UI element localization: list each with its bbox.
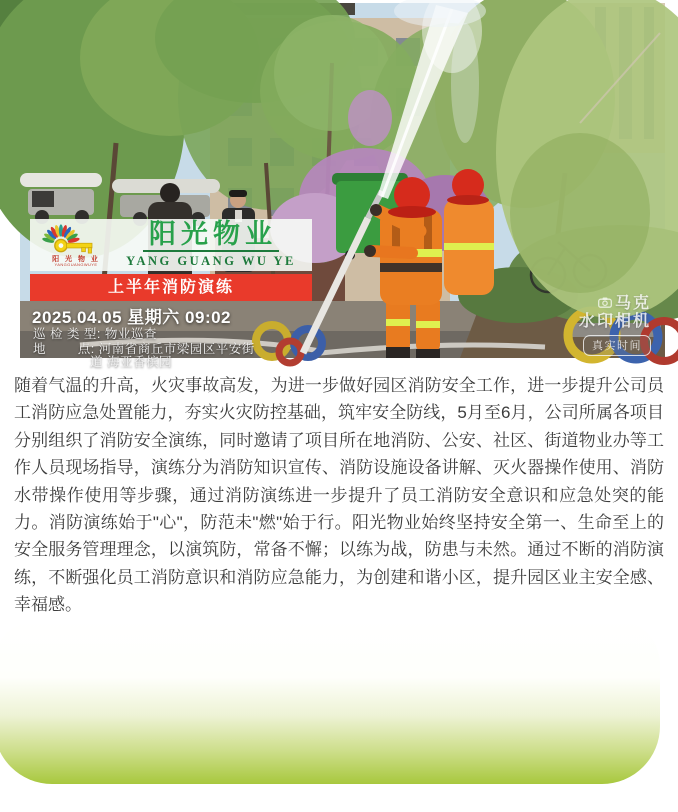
camera-watermark-line2: 水印相机 bbox=[578, 313, 651, 331]
brand-name: 阳光物业 bbox=[143, 221, 279, 252]
sunshine-property-logo-icon bbox=[36, 223, 116, 268]
camera-app-watermark bbox=[579, 295, 651, 356]
real-time-badge: 真实时间 bbox=[583, 335, 651, 356]
location-line-2: 道 海亚香槟园 bbox=[90, 355, 172, 369]
brand-pinyin: YANG GUANG WU YE bbox=[126, 254, 296, 268]
camera-icon bbox=[598, 295, 612, 313]
location-value: 河南省商丘市梁园区平安街 bbox=[98, 342, 255, 356]
patrol-type-label: 巡 检 类 型: bbox=[33, 327, 105, 341]
camera-watermark-line1: 马克 bbox=[579, 295, 651, 313]
logo-chinese-label: 阳 光 物 业 bbox=[52, 255, 100, 263]
article-paragraph: 随着气温的升高，火灾事故高发，为进一步做好园区消防安全工作，进一步提升公司员工消防应急处置能力，夯实火灾防控基础，筑牢安全防线，5月至6月，公司所属各项目分别组织了消防安全演练，同时邀请了项目所在地消防、公安、社区、街道物业办等工作人员现场指导，演练分为消防知识宣传、消防设施设备讲解、灭火器操作使用、消防水带操作使用等步骤，通过消防演练进一步提升了员工消防安全意识和应急处突的能力。消防演练始于"心"，防范未"燃"始于行。阳光物业始终坚持安全第一、生命至上的安全服务管理理念，以演筑防，常备不懈；以练为战，防患与未然。通过不断的消防演练，不断强化员工消防意识和消防应急能力，为创建和谐小区，提升园区业主安全感、幸福感。 bbox=[14, 376, 664, 615]
logo-pinyin-label: YANGGUANGWUYE bbox=[54, 262, 98, 267]
location-label: 地 点: bbox=[33, 342, 99, 356]
watermark-brand-card bbox=[30, 219, 312, 271]
patrol-type-value: 物业巡查 bbox=[104, 327, 157, 341]
watermark-datetime: 2025.04.05 星期六 09:02 bbox=[32, 308, 232, 327]
event-title-banner: 上半年消防演练 bbox=[30, 274, 312, 301]
fire-drill-photo bbox=[20, 3, 665, 369]
footer-gradient-card bbox=[0, 620, 660, 784]
